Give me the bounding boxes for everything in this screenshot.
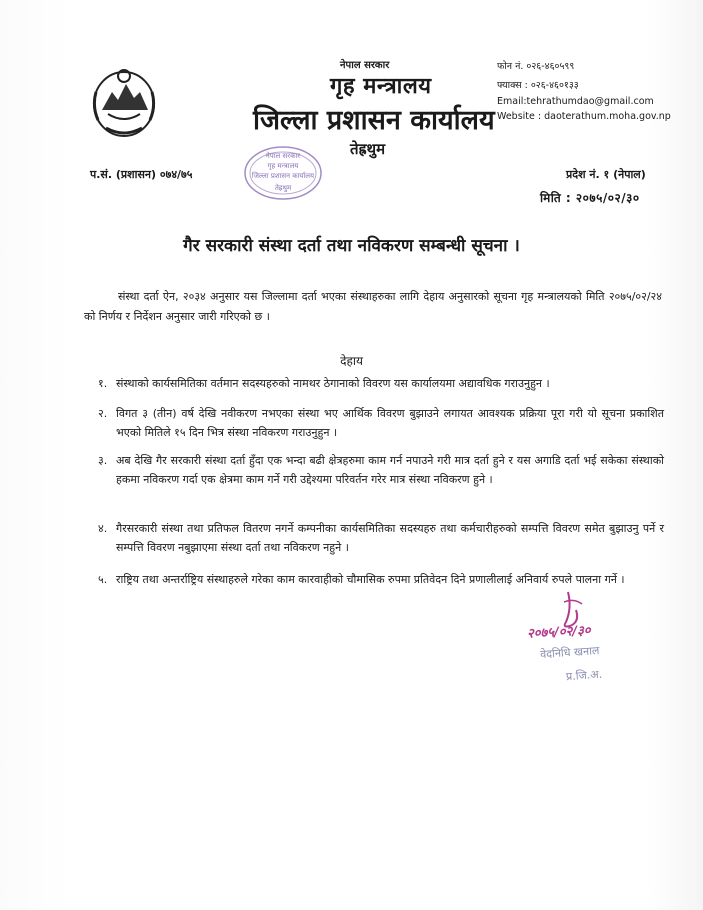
- item-text: अब देखि गैर सरकारी संस्था दर्ता हुँदा एक भन्दा बढी क्षेत्रहरुमा काम गर्न नपाउने गरी मात्र दर्ता हुने र यस अगाडि दर्ता भई सकेका संस्थाको हकमा नविकरण गर्दा एक क्षेत्रमा काम गर्ने गरी उद्देश्यमा परिवर्तन गरेर मात्र संस्था नविकरण हुने ।: [116, 454, 664, 486]
- item-number: ५.: [98, 573, 108, 586]
- government-label: नेपाल सरकार: [340, 60, 390, 71]
- reference-number: प.सं. (प्रशासन) ०७४/७५: [90, 168, 193, 181]
- signature-date: २०७५/०२/३०: [526, 623, 592, 642]
- signatory-title: प्र.जि.अ.: [565, 667, 603, 684]
- item-number: ३.: [98, 454, 108, 467]
- list-heading: देहाय: [340, 354, 363, 368]
- office-stamp: [240, 140, 326, 206]
- nepal-emblem-icon: [88, 62, 160, 140]
- item-number: १.: [98, 377, 108, 390]
- notice-title: गैर सरकारी संस्था दर्ता तथा नविकरण सम्बन्धी सूचना ।: [183, 236, 520, 256]
- stamp-line-3: जिल्ला प्रशासन कार्यालय: [251, 172, 315, 180]
- list-item: [84, 404, 662, 444]
- stamp-line-1: नेपाल सरकार: [265, 152, 301, 160]
- signatory-name: वेदनिधि खनाल: [539, 643, 600, 662]
- item-number: २.: [98, 407, 108, 420]
- item-text: संस्थाको कार्यसमितिका वर्तमान सदस्यहरुको नामथर ठेगानाको विवरण यस कार्यालयमा अद्यावधिक गराउनुहुन ।: [116, 377, 550, 390]
- email-address: Email:tehrathumdao@gmail.com: [497, 96, 654, 107]
- list-item: [84, 374, 662, 394]
- list-item: [84, 451, 662, 511]
- stamp-line-2: गृह मन्त्रालय: [267, 162, 299, 170]
- ministry-name: गृह मन्त्रालय: [330, 74, 432, 99]
- fax-number: फ्याक्स : ०२६-४६०१३३: [497, 80, 579, 91]
- stamp-line-4: तेह्रथुम: [274, 184, 292, 192]
- notice-date: मिति : २०७५/०२/३०: [540, 191, 640, 205]
- item-text: राष्ट्रिय तथा अन्तर्राष्ट्रिय संस्थाहरुले गरेका काम कारवाहीको चौमासिक रुपमा प्रतिवेदन दिने प्रणालीलाई अनिवार्य रुपले पालना गर्ने ।: [116, 573, 625, 586]
- province-label: प्रदेश नं. १ (नेपाल): [566, 168, 646, 181]
- signature-mark: [520, 588, 630, 652]
- phone-number: फोन नं. ०२६-४६०५९९: [497, 61, 575, 72]
- district-name: तेह्रथुम: [350, 140, 386, 158]
- item-text: गैरसरकारी संस्था तथा प्रतिफल वितरण नगर्ने कम्पनीका कार्यसमितिका सदस्यहरु तथा कर्मचारीहरुको सम्पत्ति विवरण समेत बुझाउनु पर्ने र सम्पत्ति विवरण नबुझाएमा संस्था दर्ता तथा नविकरण नहुने ।: [116, 522, 664, 554]
- item-text: विगत ३ (तीन) वर्ष देखि नवीकरण नभएका संस्था भए आर्थिक विवरण बुझाउने लगायत आवश्यक प्रक्रिया पूरा गरी यो सूचना प्रकाशित भएको मितिले १५ दिन भित्र संस्था नविकरण गराउनुहुन ।: [116, 407, 664, 439]
- list-item: [84, 519, 662, 559]
- intro-paragraph: संस्था दर्ता ऐन, २०३४ अनुसार यस जिल्लामा दर्ता भएका संस्थाहरुका लागि देहाय अनुसारको सूचना गृह मन्त्रालयको मिति २०७५/०२/२४ को निर्णय र निर्देशन अनुसार जारी गरिएको छ ।: [84, 290, 662, 323]
- office-name: जिल्ला प्रशासन कार्यालय: [253, 105, 495, 136]
- item-number: ४.: [98, 522, 108, 535]
- website-address: Website : daoterathum.moha.gov.np: [497, 111, 671, 122]
